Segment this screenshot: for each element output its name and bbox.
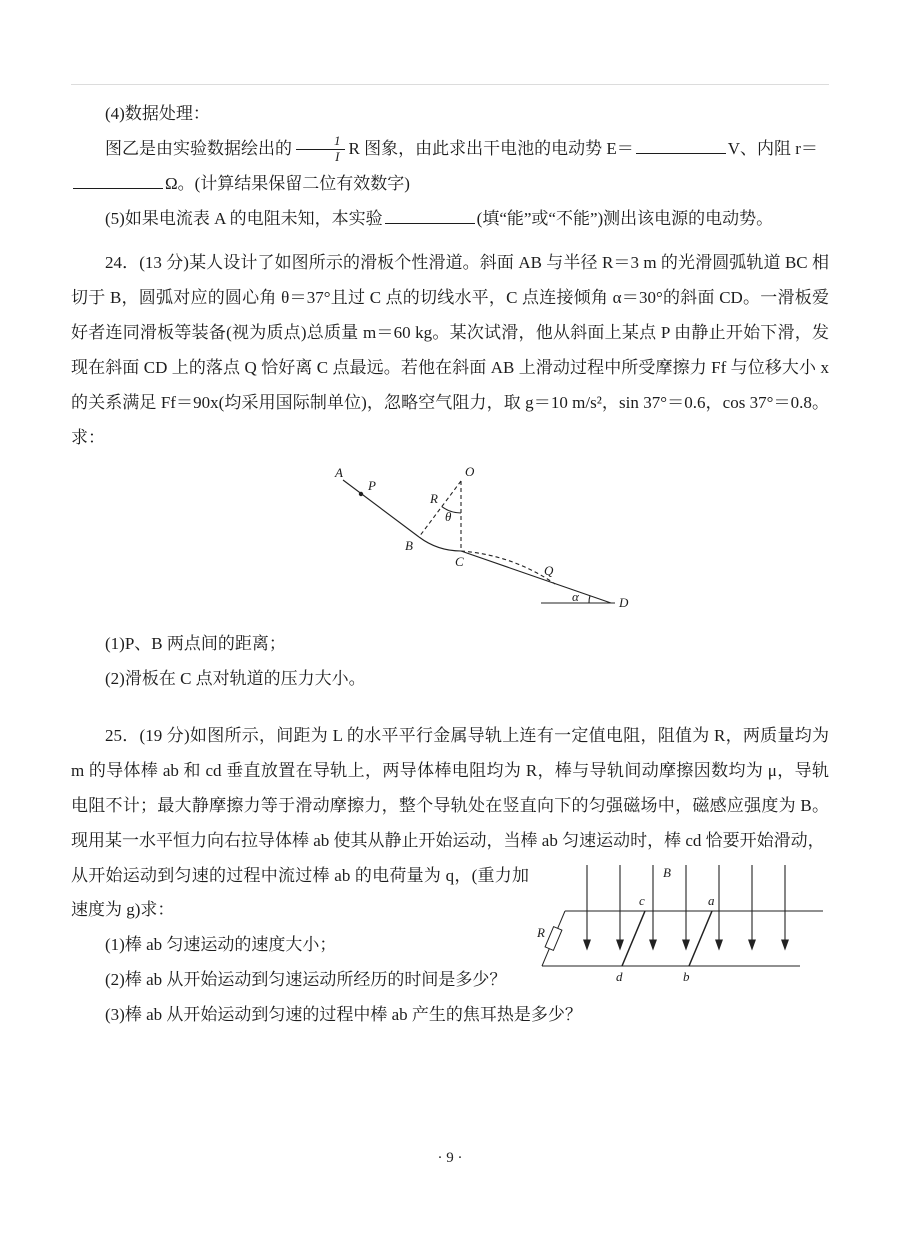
rail-circuit-diagram-svg: [537, 861, 829, 989]
label-field-B: B: [663, 864, 671, 880]
label-D: D: [619, 595, 629, 611]
q25-subquestion-1: (1)棒 ab 匀速运动的速度大小；: [105, 935, 337, 955]
q23-line1-pre: 图乙是由实验数据绘出的: [105, 138, 292, 158]
left-edge-upper-line: [558, 911, 565, 928]
q25-subquestion-2: (2)棒 ab 从开始运动到匀速运动所经历的时间是多少？: [105, 970, 507, 990]
question-23-section: [71, 97, 829, 236]
answer-blank-can-or-cannot: [385, 206, 475, 224]
radius-ob-dashed-line: [419, 481, 461, 537]
rod-ab-line: [689, 911, 712, 966]
incline-cd-line: [461, 551, 611, 603]
q23-line1-mid: R 图象，由此求出干电池的电动势 E＝: [348, 138, 634, 158]
page-number: · 9 ·: [437, 1150, 463, 1166]
q25-body-text-2: 从开始运动到匀速的过程中流过棒 ab 的电荷量为 q，(重力加速度为 g)求：: [71, 865, 529, 920]
field-arrow: [716, 865, 722, 949]
q24-subquestion-1: (1)P、B 两点间的距离；: [105, 634, 286, 654]
answer-blank-emf: [636, 136, 726, 154]
left-edge-lower-line: [542, 948, 549, 965]
exam-page: [71, 0, 829, 1033]
alpha-angle-arc: [589, 596, 590, 603]
fraction-denominator: I: [335, 148, 340, 164]
q25-subquestion-3: (3)棒 ab 从开始运动到匀速的过程中棒 ab 产生的焦耳热是多少？: [105, 1004, 582, 1024]
label-alpha: α: [572, 589, 579, 605]
arc-bc-path: [419, 537, 461, 551]
label-B: B: [405, 538, 413, 554]
q23-part4-heading: (4)数据处理：: [105, 104, 210, 123]
field-arrow: [782, 865, 788, 949]
label-R: R: [430, 491, 438, 507]
question-24-section: [71, 246, 829, 697]
label-c: c: [639, 892, 645, 908]
magnetic-field-arrows: [584, 865, 788, 949]
rod-cd-line: [622, 911, 645, 966]
q23-part5-line: [71, 202, 829, 237]
label-Q: Q: [544, 563, 554, 579]
label-O: O: [465, 464, 475, 480]
label-resistor-R: R: [537, 924, 545, 940]
page-top-rule: [71, 84, 829, 85]
field-arrow: [683, 865, 689, 949]
q23-line1-post: V、内阻 r＝: [727, 138, 818, 158]
field-arrow: [749, 865, 755, 949]
slide-track-diagram-svg: [313, 463, 653, 618]
resistor-symbol: [545, 926, 562, 950]
q23-part5-pre: (5)如果电流表 A 的电阻未知，本实验: [105, 208, 383, 228]
slope-ab-line: [343, 480, 419, 537]
q23-line2-post: Ω。(计算结果保留二位有效数字): [165, 173, 410, 193]
label-b: b: [683, 968, 690, 984]
q25-figure: [537, 861, 829, 994]
question-25-section: [71, 719, 829, 1033]
field-arrow: [584, 865, 590, 949]
label-a: a: [708, 892, 715, 908]
answer-blank-internal-resistance: [73, 171, 163, 189]
q23-graph-line: [71, 132, 829, 167]
point-p-dot: [359, 492, 363, 496]
q24-body-text: 24．(13 分)某人设计了如图所示的滑板个性滑道。斜面 AB 与半径 R＝3 m 的光滑圆弧轨道 BC 相切于 B，圆弧对应的圆心角 θ＝37°且过 C 点的切线水平，C 点连接倾角 α＝30°的斜面 CD。一滑板爱好者连同滑板等装备(视为质点)总质量 m＝60 kg。某次试滑，他从斜面上某点 P 由静止开始下滑，发现在斜面 CD 上的落点 Q 恰好离 C 点最远。若他在斜面 AB 上滑动过程中所受摩擦力 Ff 与位移大小 x 的关系满足 Ff＝90x(均采用国际制单位)，忽略空气阻力，取 g＝10 m/s²，sin 37°＝0.6，cos 37°＝0.8。求：: [71, 253, 829, 447]
q24-figure: [313, 463, 829, 623]
label-d: d: [616, 968, 623, 984]
q25-flow-region: [71, 859, 829, 1033]
q24-subquestion-2: (2)滑板在 C 点对轨道的压力大小。: [105, 669, 366, 689]
field-arrow: [650, 865, 656, 949]
label-C: C: [455, 554, 464, 570]
q25-body-text-1: 25．(19 分)如图所示，间距为 L 的水平平行金属导轨上连有一定值电阻，阻值为 R，两质量均为 m 的导体棒 ab 和 cd 垂直放置在导轨上，两导体棒电阻均为 R，棒与导轨间动摩擦因数均为 μ，导轨电阻不计；最大静摩擦力等于滑动摩擦力，整个导轨处在竖直向下的匀强磁场中，磁感应强度为 B。现用某一水平恒力向右拉导体棒 ab 使其从静止开始运动，当棒 ab 匀速运动时，棒 cd 恰要开始滑动，: [71, 726, 829, 850]
label-P: P: [368, 478, 376, 494]
field-arrow: [617, 865, 623, 949]
fraction-numerator: 1: [296, 134, 345, 150]
label-theta: θ: [445, 509, 452, 525]
q23-part5-post: (填“能”或“不能”)测出该电源的电动势。: [476, 208, 774, 228]
q23-line2: [71, 167, 829, 202]
fraction-one-over-I: [296, 134, 345, 165]
label-A: A: [335, 465, 343, 481]
